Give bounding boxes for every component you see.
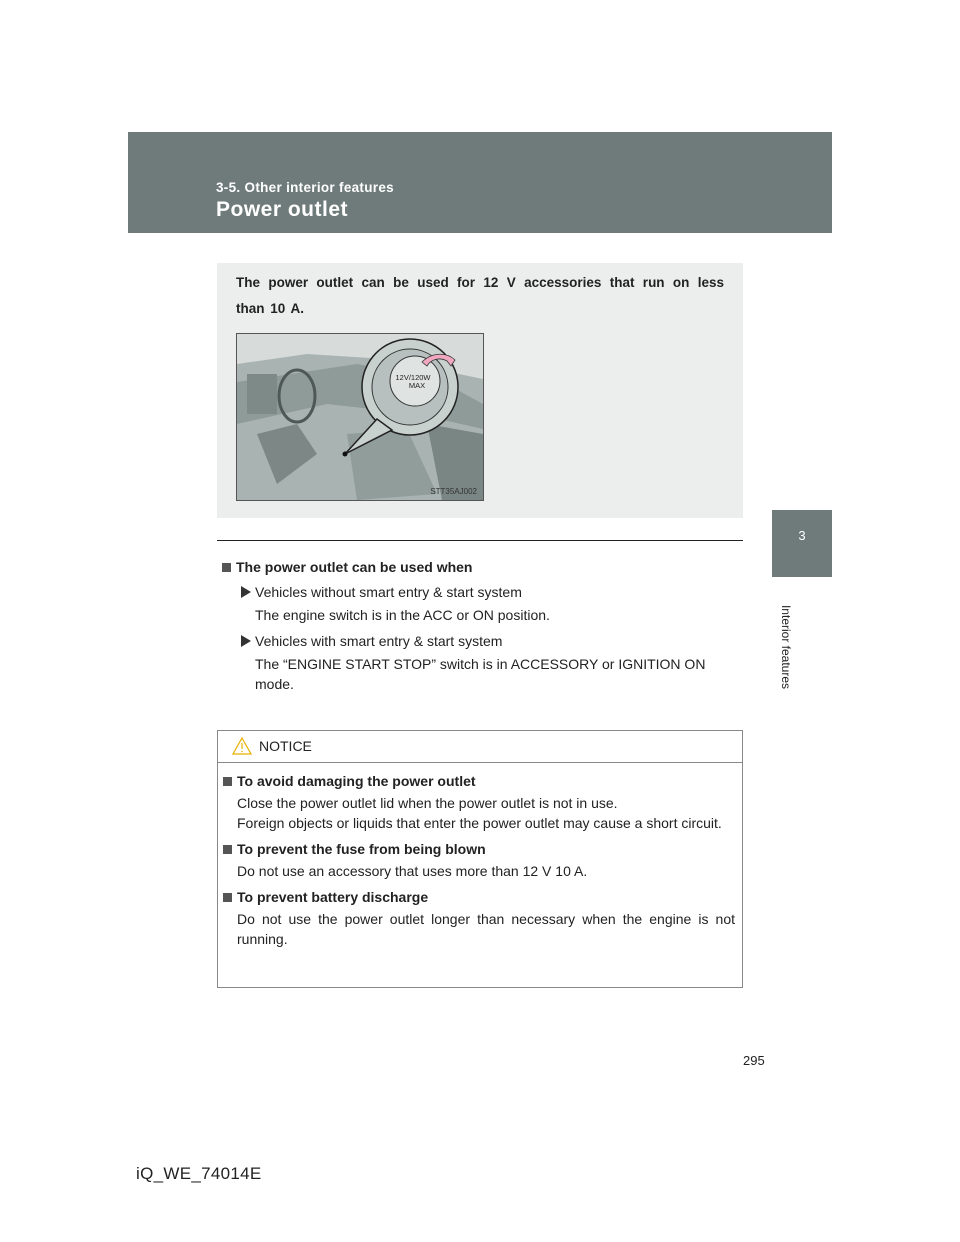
intro-box [217,263,743,518]
warning-triangle-icon [232,737,252,755]
page-number: 295 [743,1053,765,1068]
notice-text-line: Foreign objects or liquids that enter the power outlet may cause a short circuit. [237,815,722,831]
outlet-rating-line2: MAX [408,381,426,390]
usage-heading-row [222,555,742,580]
power-outlet-illustration [236,333,484,501]
usage-condition-text: Vehicles without smart entry & start system [255,584,522,600]
usage-condition-text: Vehicles with smart entry & start system [255,633,503,649]
usage-info [222,555,742,698]
square-bullet-icon [222,563,231,572]
notice-text-line: Close the power outlet lid when the power outlet is not in use. [237,795,618,811]
usage-condition [222,629,742,654]
section-divider [217,540,743,541]
chapter-label: Interior features [779,604,793,690]
dashboard-drawing [237,334,483,500]
document-id: iQ_WE_74014E [136,1164,262,1183]
notice-heading-text: To prevent the fuse from being blown [237,841,486,857]
notice-heading-text: To prevent battery discharge [237,889,429,905]
triangle-bullet-icon [241,635,251,647]
notice-item-text: Do not use an accessory that uses more than 12 V 10 A. [237,863,588,879]
notice-item-text: Do not use the power outlet longer than necessary when the engine is not running. [237,911,735,947]
triangle-bullet-icon [241,586,251,598]
notice-header [218,731,742,763]
square-bullet-icon [223,845,232,854]
usage-description: The “ENGINE START STOP” switch is in ACCESSORY or IGNITION ON mode. [255,656,706,692]
notice-item-heading [223,769,735,793]
chapter-number: 3 [798,528,806,543]
outlet-rating-line1: 12V/120W [395,373,431,382]
section-title: 3-5. Other interior features [216,180,394,195]
square-bullet-icon [223,777,232,786]
notice-item-heading [223,885,735,909]
notice-heading-text: To avoid damaging the power outlet [237,773,476,789]
chapter-header [128,132,832,233]
usage-heading: The power outlet can be used when [236,559,473,575]
square-bullet-icon [223,893,232,902]
usage-condition [222,580,742,605]
notice-box [217,730,743,988]
chapter-tab-label [772,577,832,717]
figure-code: STT35AJ002 [430,487,477,496]
notice-body [223,769,735,953]
usage-description: The engine switch is in the ACC or ON position. [255,607,550,623]
notice-label: NOTICE [259,738,312,754]
notice-item-heading [223,837,735,861]
intro-text: The power outlet can be used for 12 V accessories that run on less than 10 A. [236,275,724,316]
page-title: Power outlet [216,198,349,221]
chapter-tab [772,510,832,577]
notice-item-text [223,793,735,833]
